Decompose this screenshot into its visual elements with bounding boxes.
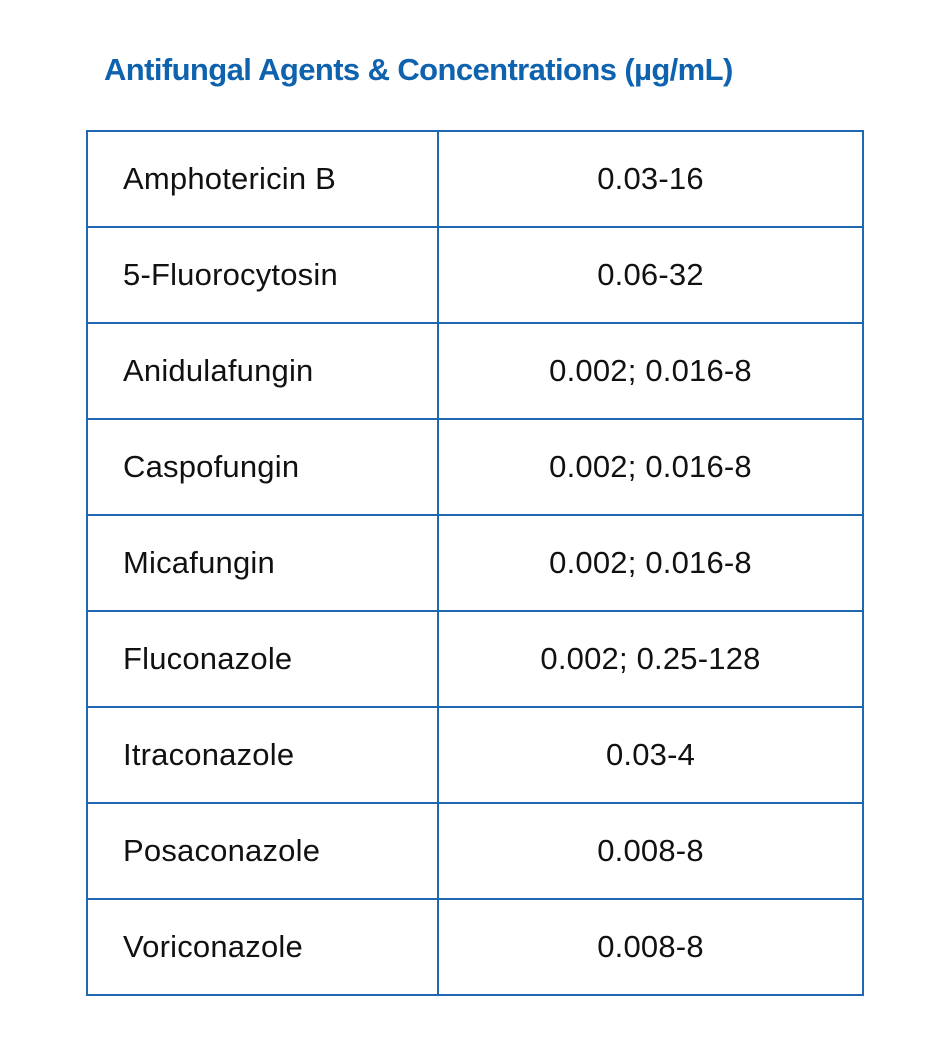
concentration-value: 0.008-8 [438, 803, 863, 899]
page-title: Antifungal Agents & Concentrations (µg/mL) [104, 52, 733, 87]
concentration-value: 0.002; 0.016-8 [438, 323, 863, 419]
agent-name: Anidulafungin [87, 323, 438, 419]
table-row [87, 803, 863, 899]
antifungal-table [86, 130, 864, 996]
agent-name: Itraconazole [87, 707, 438, 803]
table-row [87, 899, 863, 995]
table-row [87, 131, 863, 227]
table-row [87, 323, 863, 419]
table-row [87, 515, 863, 611]
concentration-value: 0.002; 0.25-128 [438, 611, 863, 707]
concentration-value: 0.008-8 [438, 899, 863, 995]
concentration-value: 0.03-4 [438, 707, 863, 803]
concentration-value: 0.06-32 [438, 227, 863, 323]
agent-name: Micafungin [87, 515, 438, 611]
agent-name: 5-Fluorocytosin [87, 227, 438, 323]
concentration-value: 0.002; 0.016-8 [438, 515, 863, 611]
table-row [87, 227, 863, 323]
table-row [87, 707, 863, 803]
table-row [87, 419, 863, 515]
concentration-value: 0.002; 0.016-8 [438, 419, 863, 515]
agent-name: Posaconazole [87, 803, 438, 899]
agent-name: Amphotericin B [87, 131, 438, 227]
agent-name: Caspofungin [87, 419, 438, 515]
agent-name: Fluconazole [87, 611, 438, 707]
table-row [87, 611, 863, 707]
agent-name: Voriconazole [87, 899, 438, 995]
concentration-value: 0.03-16 [438, 131, 863, 227]
